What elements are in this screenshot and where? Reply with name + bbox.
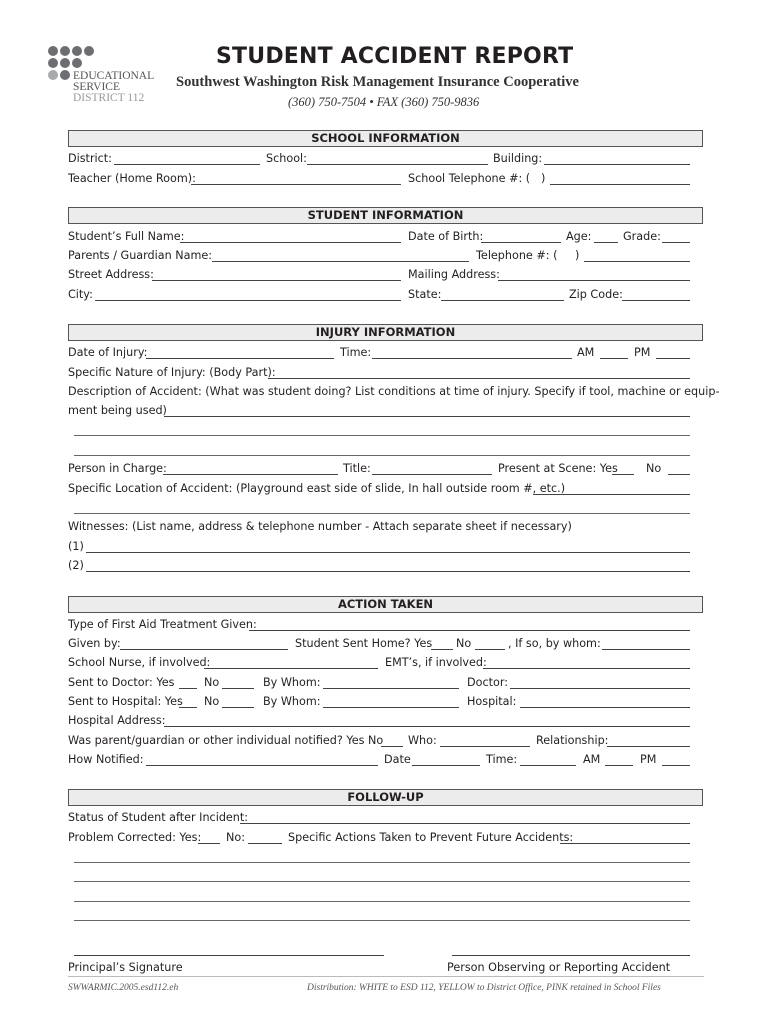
- section-school-information: SCHOOL INFORMATION: [68, 130, 703, 147]
- notified-date-field[interactable]: [412, 765, 480, 766]
- injury-nature-label: Specific Nature of Injury: (Body Part):: [68, 366, 276, 379]
- injury-time-field[interactable]: [372, 358, 572, 359]
- mailing-address-label: Mailing Address:: [408, 268, 500, 281]
- doctor-field[interactable]: [510, 688, 690, 689]
- school-nurse-field[interactable]: [204, 668, 378, 669]
- witness-1-label: (1): [68, 540, 84, 553]
- parents-field[interactable]: [212, 261, 469, 262]
- present-no-field[interactable]: [668, 474, 690, 475]
- city-field[interactable]: [95, 300, 401, 301]
- footer-divider: [68, 976, 704, 977]
- preventive-actions-line[interactable]: [74, 862, 690, 863]
- accident-location-field[interactable]: [533, 494, 690, 495]
- school-label: School:: [266, 152, 307, 165]
- hospital-address-label: Hospital Address:: [68, 714, 166, 727]
- injury-time-label: Time:: [340, 346, 372, 359]
- notified-date-label: Date: [384, 753, 411, 766]
- injury-pm-field[interactable]: [656, 358, 690, 359]
- relationship-field[interactable]: [607, 746, 690, 747]
- logo-dot: [48, 70, 58, 80]
- grade-label: Grade:: [623, 230, 661, 243]
- logo-dot: [72, 58, 82, 68]
- student-telephone-field[interactable]: [584, 261, 690, 262]
- school-nurse-label: School Nurse, if involved:: [68, 656, 211, 669]
- student-status-field[interactable]: [240, 823, 690, 824]
- notified-no-field[interactable]: [381, 746, 403, 747]
- preventive-actions-line[interactable]: [74, 920, 690, 921]
- who-field[interactable]: [440, 746, 530, 747]
- notified-label: Was parent/guardian or other individual notified? Yes No: [68, 734, 384, 747]
- school-telephone-paren: ): [541, 172, 546, 185]
- injury-nature-field[interactable]: [268, 378, 690, 379]
- injury-am-field[interactable]: [600, 358, 628, 359]
- hospital-field[interactable]: [520, 707, 690, 708]
- given-by-label: Given by:: [68, 637, 121, 650]
- emt-label: EMT’s, if involved:: [385, 656, 487, 669]
- notified-am-label: AM: [583, 753, 601, 766]
- corrected-no-label: No:: [226, 831, 245, 844]
- student-name-field[interactable]: [180, 242, 401, 243]
- accident-description-field[interactable]: [164, 416, 690, 417]
- state-field[interactable]: [441, 300, 564, 301]
- district-field[interactable]: [114, 164, 260, 165]
- form-subtitle: Southwest Washington Risk Management Insurance Cooperative: [176, 74, 579, 90]
- student-status-label: Status of Student after Incident:: [68, 811, 249, 824]
- observer-signature-field[interactable]: [452, 955, 690, 956]
- student-telephone-paren: ): [575, 249, 580, 262]
- sent-doctor-no-field[interactable]: [222, 688, 254, 689]
- section-follow-up: FOLLOW-UP: [68, 789, 703, 806]
- district-label: District:: [68, 152, 112, 165]
- accident-description-line[interactable]: [74, 455, 690, 456]
- how-notified-field[interactable]: [146, 765, 378, 766]
- sent-home-no-field[interactable]: [475, 649, 505, 650]
- state-label: State:: [408, 288, 442, 301]
- principal-signature-field[interactable]: [74, 955, 384, 956]
- emt-field[interactable]: [483, 668, 690, 669]
- notified-time-label: Time:: [486, 753, 518, 766]
- injury-date-field[interactable]: [146, 358, 334, 359]
- dob-field[interactable]: [481, 242, 561, 243]
- city-label: City:: [68, 288, 93, 301]
- building-field[interactable]: [544, 164, 690, 165]
- first-aid-field[interactable]: [249, 630, 690, 631]
- sent-doctor-label: Sent to Doctor: Yes: [68, 676, 175, 689]
- witness-2-label: (2): [68, 559, 84, 572]
- sent-hospital-no-field[interactable]: [222, 707, 254, 708]
- principal-signature-label: Principal’s Signature: [68, 961, 183, 974]
- corrected-yes-field[interactable]: [198, 843, 220, 844]
- sent-home-label: Student Sent Home? Yes: [295, 637, 433, 650]
- logo-dot: [60, 46, 70, 56]
- logo-dot: [60, 58, 70, 68]
- school-telephone-label: School Telephone #: (: [408, 172, 531, 185]
- grade-field[interactable]: [662, 242, 690, 243]
- injury-pm-label: PM: [634, 346, 651, 359]
- mailing-address-field[interactable]: [498, 280, 690, 281]
- sent-hospital-no-label: No: [204, 695, 220, 708]
- logo-dot: [72, 46, 82, 56]
- hospital-by-whom-field[interactable]: [323, 707, 459, 708]
- notified-am-field[interactable]: [605, 765, 633, 766]
- dob-label: Date of Birth:: [408, 230, 484, 243]
- sent-hospital-yes-field[interactable]: [179, 707, 197, 708]
- witnesses-label: Witnesses: (List name, address & telephone number - Attach separate sheet if necessary): [68, 520, 572, 533]
- injury-am-label: AM: [577, 346, 595, 359]
- relationship-label: Relationship:: [536, 734, 609, 747]
- sent-home-by-whom-field[interactable]: [602, 649, 690, 650]
- sent-home-no-label: No: [456, 637, 472, 650]
- student-telephone-label: Telephone #: (: [476, 249, 558, 262]
- witness-1-field[interactable]: [86, 552, 690, 553]
- hospital-address-field[interactable]: [164, 726, 690, 727]
- logo-dot: [60, 70, 70, 80]
- notified-time-field[interactable]: [520, 765, 576, 766]
- sent-hospital-label: Sent to Hospital: Yes: [68, 695, 183, 708]
- distribution-note: Distribution: WHITE to ESD 112, YELLOW to District Office, PINK retained in School Files: [307, 983, 661, 993]
- sent-home-yes-field[interactable]: [431, 649, 453, 650]
- given-by-field[interactable]: [120, 649, 288, 650]
- building-label: Building:: [493, 152, 543, 165]
- accident-description-label-cont: ment being used): [68, 404, 167, 417]
- doctor-by-whom-field[interactable]: [323, 688, 459, 689]
- title-field[interactable]: [372, 474, 492, 475]
- sent-home-by-whom-label: , If so, by whom:: [508, 637, 601, 650]
- logo-line-3: DISTRICT 112: [73, 92, 145, 104]
- present-no-label: No: [646, 462, 662, 475]
- sent-doctor-yes-field[interactable]: [179, 688, 197, 689]
- present-yes-field[interactable]: [612, 474, 634, 475]
- accident-description-line[interactable]: [74, 435, 690, 436]
- logo-dot: [48, 58, 58, 68]
- student-name-label: Student’s Full Name:: [68, 230, 185, 243]
- teacher-field[interactable]: [191, 184, 401, 185]
- preventive-actions-line[interactable]: [74, 881, 690, 882]
- contact-phone-fax: (360) 750-7504 • FAX (360) 750-9836: [288, 95, 480, 109]
- witness-2-field[interactable]: [86, 571, 690, 572]
- notified-pm-label: PM: [640, 753, 657, 766]
- person-in-charge-field[interactable]: [163, 474, 338, 475]
- hospital-by-whom-label: By Whom:: [263, 695, 321, 708]
- problem-corrected-label: Problem Corrected: Yes:: [68, 831, 202, 844]
- school-field[interactable]: [307, 164, 488, 165]
- first-aid-label: Type of First Aid Treatment Given:: [68, 618, 257, 631]
- logo-dot: [84, 46, 94, 56]
- accident-location-line[interactable]: [74, 513, 690, 514]
- zip-label: Zip Code:: [569, 288, 623, 301]
- logo-line-1: EDUCATIONAL: [73, 70, 155, 82]
- teacher-label: Teacher (Home Room):: [68, 172, 196, 185]
- how-notified-label: How Notified:: [68, 753, 144, 766]
- preventive-actions-label: Specific Actions Taken to Prevent Future Accidents:: [288, 831, 574, 844]
- section-action-taken: ACTION TAKEN: [68, 596, 703, 613]
- sent-doctor-no-label: No: [204, 676, 220, 689]
- section-injury-information: INJURY INFORMATION: [68, 324, 703, 341]
- person-in-charge-label: Person in Charge:: [68, 462, 167, 475]
- zip-field[interactable]: [622, 300, 690, 301]
- accident-location-label: Specific Location of Accident: (Playground east side of slide, In hall outside room #, etc.): [68, 482, 566, 495]
- street-address-label: Street Address:: [68, 268, 154, 281]
- preventive-actions-field[interactable]: [560, 843, 690, 844]
- school-telephone-field[interactable]: [550, 184, 690, 185]
- form-title: STUDENT ACCIDENT REPORT: [216, 44, 574, 69]
- age-label: Age:: [566, 230, 592, 243]
- parents-label: Parents / Guardian Name:: [68, 249, 213, 262]
- title-label: Title:: [343, 462, 371, 475]
- hospital-label: Hospital:: [467, 695, 517, 708]
- observer-signature-label: Person Observing or Reporting Accident: [447, 961, 671, 974]
- preventive-actions-line[interactable]: [74, 901, 690, 902]
- accident-description-label: Description of Accident: (What was student doing? List conditions at time of injury. Specify if tool, machine or equip-: [68, 385, 720, 398]
- logo-line-2: SERVICE: [73, 81, 120, 93]
- age-field[interactable]: [594, 242, 618, 243]
- notified-pm-field[interactable]: [662, 765, 690, 766]
- section-student-information: STUDENT INFORMATION: [68, 207, 703, 224]
- street-address-field[interactable]: [152, 280, 401, 281]
- present-at-scene-label: Present at Scene: Yes: [498, 462, 618, 475]
- form-code: SWWARMIC.2005.esd112.eh: [68, 983, 179, 993]
- logo-dot: [48, 46, 58, 56]
- doctor-by-whom-label: By Whom:: [263, 676, 321, 689]
- doctor-label: Doctor:: [467, 676, 509, 689]
- corrected-no-field[interactable]: [248, 843, 282, 844]
- injury-date-label: Date of Injury:: [68, 346, 148, 359]
- who-label: Who:: [408, 734, 437, 747]
